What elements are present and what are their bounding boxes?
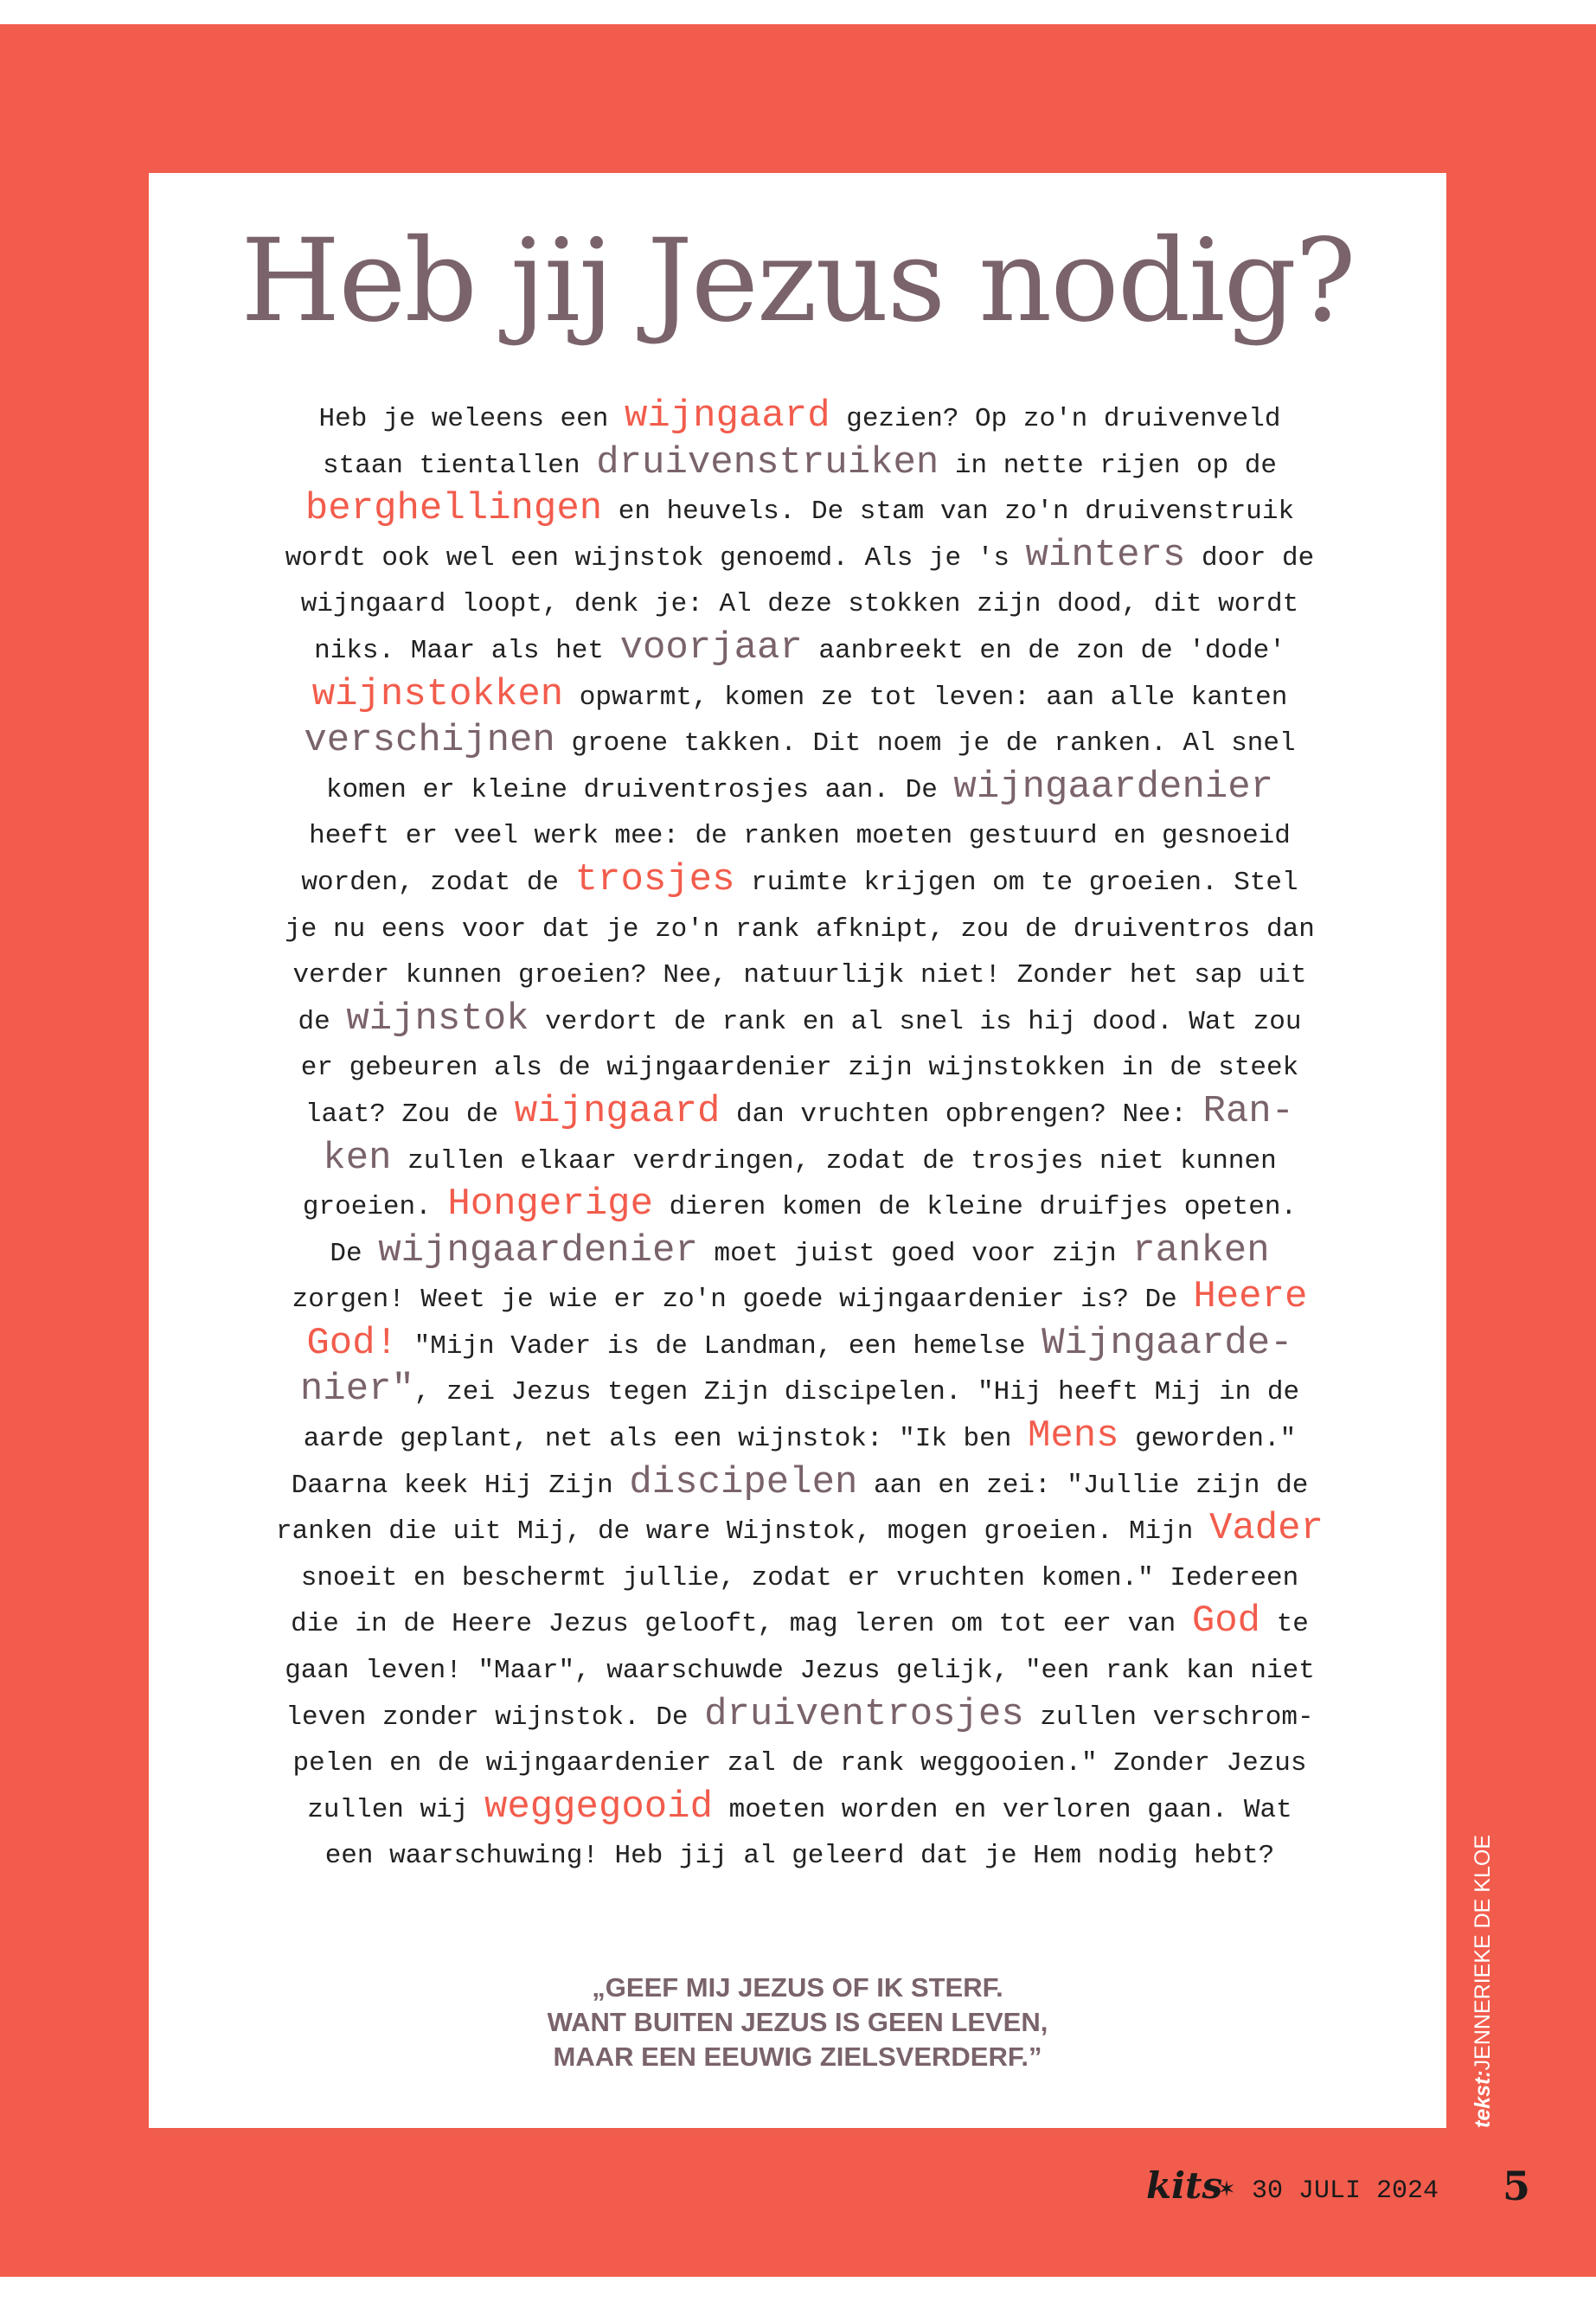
- highlighted-word: weggegooid: [484, 1785, 713, 1829]
- highlighted-word: Heere: [1193, 1275, 1308, 1319]
- highlighted-word: discipelen: [629, 1460, 858, 1504]
- highlighted-word: trosjes: [574, 857, 735, 901]
- magazine-logo: kits: [1146, 2164, 1223, 2207]
- highlighted-word: berghellingen: [304, 487, 603, 531]
- author-credit: [1471, 1835, 1496, 2128]
- page-footer: [1146, 2163, 1544, 2232]
- highlighted-word: Mens: [1027, 1414, 1119, 1458]
- highlighted-word: voorjaar: [619, 625, 803, 670]
- highlighted-word: druivenstruiken: [596, 440, 939, 484]
- highlighted-word: wijnstok: [346, 997, 529, 1041]
- highlighted-word: wijngaardenier: [953, 765, 1274, 809]
- highlighted-word: God: [1191, 1599, 1261, 1644]
- highlighted-word: wijngaardenier: [378, 1228, 698, 1272]
- highlighted-word: Ran-: [1202, 1089, 1295, 1133]
- page-title: Heb jij Jezus nodig?: [240, 215, 1355, 348]
- highlighted-word: wijnstokken: [311, 672, 564, 716]
- highlighted-word: druiventrosjes: [704, 1692, 1024, 1736]
- highlighted-word: verschijnen: [304, 719, 555, 763]
- pull-quote: [149, 1971, 1446, 2074]
- highlighted-word: Vader: [1208, 1507, 1324, 1551]
- highlighted-word: ken: [323, 1136, 392, 1180]
- quote-line-3: MAAR EEN EEUWIG ZIELSVERDERF.”: [553, 2041, 1042, 2072]
- article-body: Heb je weleens een wijngaard gezien? Op zo'n druivenveld staan tientallen druivenstruiken in nette rijen op de berghellingen en heuvels. De stam van zo'n druivenstruik wordt ook wel een wijnstok genoemd. Als je 's winters door de wijngaard loopt, denk je: Al deze stokken zijn dood, dit wordt niks. Maar als het voorjaar aanbreekt en de zon de 'dode' wijnstokken opwarmt, komen ze tot leven: aan alle kanten verschijnen groene takken. Dit noem je de ranken. Al snel komen er kleine druiventrosjes aan. De wijngaardenier heeft er veel werk mee: de ranken moeten gestuurd en gesnoeid worden, zodat de trosjes ruimte krijgen om te groeien. Stel je nu eens voor dat je zo'n rank afknipt, zou de druiventros dan verder kunnen groeien? Nee, natuurlijk niet! Zonder het sap uit de wijnstok verdort de rank en al snel is hij dood. Wat zou er gebeuren als de wijngaardenier zijn wijnstokken in de steek laat? Zou de wijngaard dan vruchten opbrengen? Nee: Ran- ken zullen elkaar verdringen, zodat de trosjes niet kunnen groeien. Hongerige dieren komen de kleine druifjes opeten. De wijngaardenier moet juist goed voor zijn ranken zorgen! Weet je wie er zo'n goede wijngaardenier is? De Heere God! "Mijn Vader is de Landman, een hemelse Wijngaarde- nier", zei Jezus tegen Zijn discipelen. "Hij heeft Mij in de aarde geplant, net als een wijnstok: "Ik ben Mens geworden." Daarna keek Hij Zijn discipelen aan en zei: "Jullie zijn de ranken die uit Mij, de ware Wijnstok, mogen groeien. Mijn Vader snoeit en beschermt jullie, zodat er vruchten komen." Iedereen die in de Heere Jezus gelooft, mag leren om tot eer van God te gaan leven! "Maar", waarschuwde Jezus gelijk, "een rank kan niet leven zonder wijnstok. De druiventrosjes zullen verschrom- pelen en de wijngaardenier zal de rank weggooien." Zonder Jezus zullen wij weggegooid moeten worden en verloren gaan. Wat een waarschuwing! Heb jij al geleerd dat je Hem nodig hebt?: [275, 394, 1324, 1872]
- issue-date: 30 JULI 2024: [1252, 2176, 1439, 2206]
- quote-line-2: WANT BUITEN JEZUS IS GEEN LEVEN,: [547, 2007, 1048, 2037]
- article-card: [149, 173, 1446, 2128]
- highlighted-word: wijngaard: [624, 394, 830, 438]
- highlighted-word: wijngaard: [514, 1089, 721, 1133]
- highlighted-word: Wijngaarde-: [1042, 1321, 1293, 1365]
- highlighted-word: God!: [306, 1321, 399, 1365]
- star-icon: ✶: [1219, 2176, 1235, 2205]
- credit-label: tekst:: [1471, 2070, 1495, 2128]
- highlighted-word: ranken: [1132, 1228, 1270, 1272]
- highlighted-word: Hongerige: [447, 1183, 653, 1227]
- credit-author: JENNERIEKE DE KLOE: [1471, 1835, 1495, 2071]
- page-number: 5: [1503, 2163, 1531, 2209]
- quote-line-1: „GEEF MIJ JEZUS OF IK STERF.: [592, 1972, 1003, 2003]
- highlighted-word: nier": [299, 1368, 414, 1412]
- highlighted-word: winters: [1025, 533, 1186, 577]
